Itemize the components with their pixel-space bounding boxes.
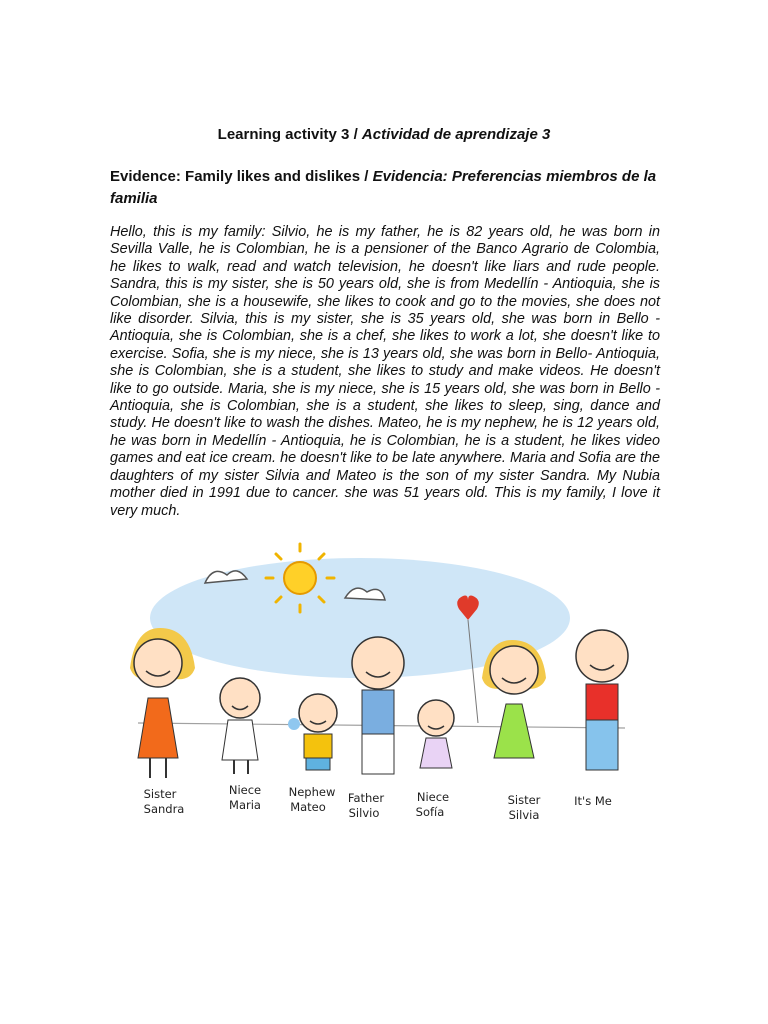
- family-paragraph: Hello, this is my family: Silvio, he is my father, he is 82 years old, he was born in Sevilla Valle, he is Colombian, he is a pensioner of the Banco Agrario de Colombia, he likes to walk, read and watch television, he doesn't like liars and rude people. Sandra, this is my sister, she is 50 years old, she is from Medellín - Antioquia, she is Colombian, she is a housewife, she likes to cook and go to the movies, she does not like disorder. Silvia, this is my sister, she is 35 years old, she was born in Bello - Antioquia, she is Colombian, she is a chef, she likes to work a lot, she doesn't like to exercise. Sofia, she is my niece, she is 13 years old, she was born in Bello- Antioquia, she is Colombian, she is a student, she likes to study and make videos. He doesn't like to go outside. Maria, she is my niece, she is 15 years old, she was born in Bello - Antioquia, she is Colombian, she is a student, she likes to sleep, sing, dance and study. He doesn't like to wash the dishes. Mateo, he is my nephew, he is 12 years old, he was born in Medellín - Antioquia, he is Colombian, he is a student, he likes video games and eat ice cream. he doesn't like to be late anywhere. Maria and Sofia are the daughters of my sister Silvia and Mateo is the son of my sister Sandra. My Nubia mother died in 1991 due to cancer. she was 51 years old. This is my family, I love it very much.: [110, 224, 660, 519]
- evidence-es: Evidencia: Preferencias miembros de la familia: [110, 168, 657, 207]
- label-sister-silvia: Sister Silvia: [507, 793, 541, 822]
- title-es: Actividad de aprendizaje 3: [361, 126, 551, 143]
- label-niece-maria: Niece Maria: [228, 783, 262, 812]
- title-separator: /: [353, 126, 358, 143]
- figure-silvio: [352, 637, 404, 774]
- family-illustration: [110, 538, 660, 828]
- figure-sandra: [130, 628, 195, 778]
- figure-sofia: [418, 700, 454, 768]
- figure-maria: [220, 678, 260, 774]
- label-niece-sofia: Niece Sofía: [415, 790, 450, 819]
- evidence-heading: [110, 166, 660, 210]
- evidence-en: Evidence: Family likes and dislikes: [110, 168, 361, 185]
- figure-mateo: [288, 694, 337, 770]
- document-title: [0, 126, 768, 143]
- figure-silvia: [482, 640, 546, 758]
- label-father-silvio: Father Silvio: [347, 791, 385, 820]
- figure-me: [576, 630, 628, 770]
- label-nephew-mateo: Nephew Mateo: [288, 785, 336, 814]
- label-sister-sandra: Sister Sandra: [143, 787, 185, 816]
- label-its-me: It's Me: [574, 794, 612, 808]
- title-en: Learning activity 3: [217, 126, 350, 143]
- evidence-separator: /: [364, 168, 369, 185]
